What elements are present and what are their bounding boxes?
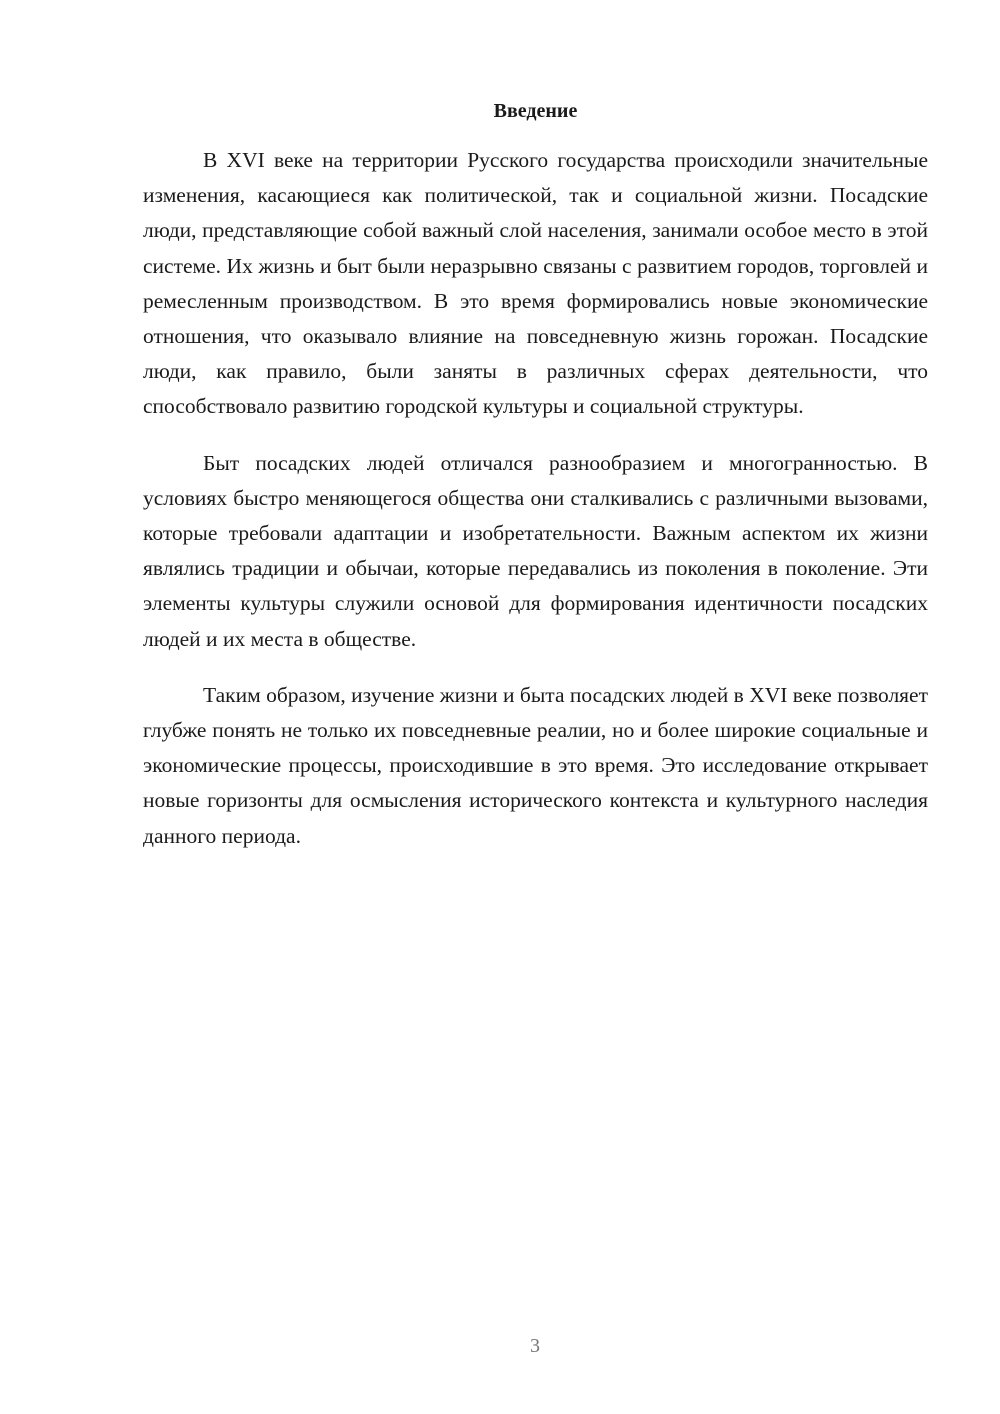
section-heading: Введение (493, 100, 578, 122)
paragraph-3: Таким образом, изучение жизни и быта посадских людей в XVI веке позволяет глубже понять не только их повседневные реалии, но и более широкие социальные и экономические процессы, происходившие в это время. Это исследование открывает новые горизонты для осмысления исторического контекста и культурного наследия данного периода. (143, 682, 928, 848)
body-text (143, 143, 928, 875)
paragraph-2: Быт посадских людей отличался разнообразием и многогранностью. В условиях быстро меняющегося общества они сталкивались с различными вызовами, которые требовали адаптации и изобретательности. Важным аспектом их жизни являлись традиции и обычаи, которые передавались из поколения в поколение. Эти элементы культуры служили основой для формирования идентичности посадских людей и их места в обществе. (143, 450, 928, 651)
paragraph-1: В XVI веке на территории Русского государства происходили значительные изменения, касающиеся как политической, так и социальной жизни. Посадские люди, представляющие собой важный слой населения, занимали особое место в этой системе. Их жизнь и быт были неразрывно связаны с развитием городов, торговлей и ремесленным производством. В это время формировались новые экономические отношения, что оказывало влияние на повседневную жизнь горожан. Посадские люди, как правило, были заняты в различных сферах деятельности, что способствовало развитию городской культуры и социальной структуры. (143, 148, 928, 419)
page-number: 3 (530, 1335, 540, 1357)
